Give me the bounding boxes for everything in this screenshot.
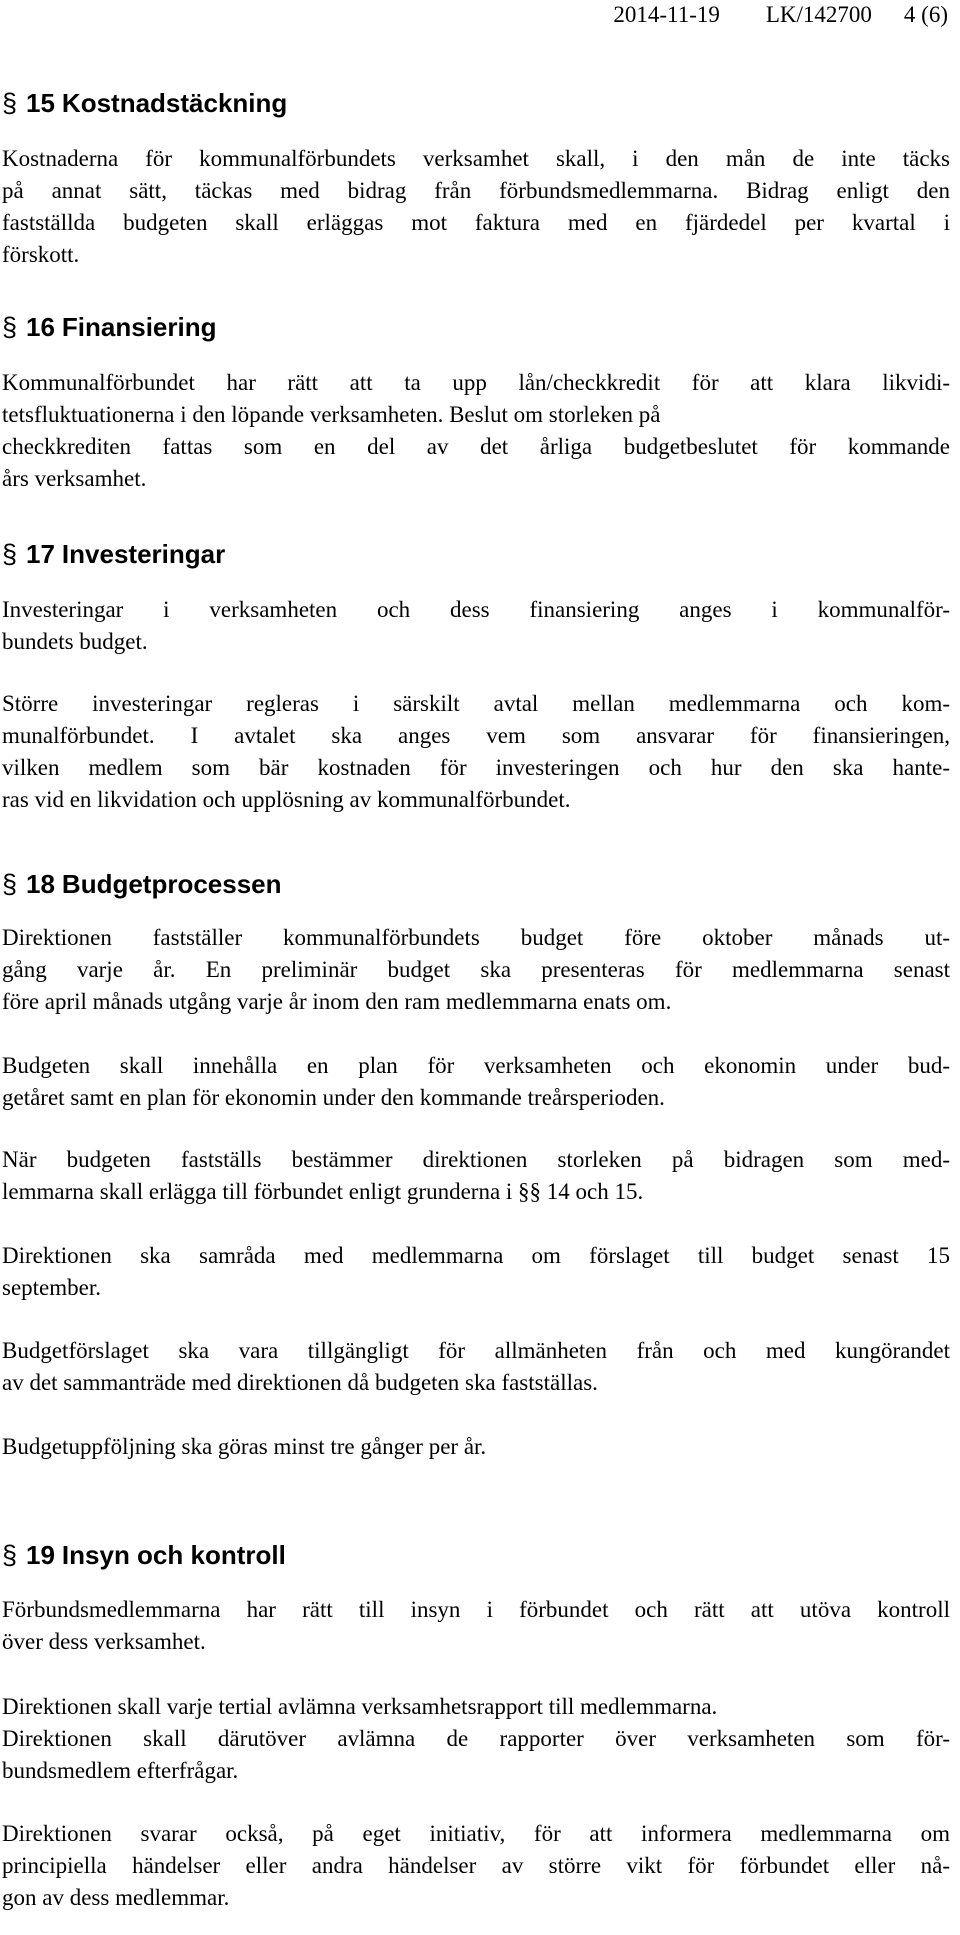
text-line: vilken medlem som bär kostnaden för investeringen och hur den ska hante-: [2, 755, 950, 780]
text-line: checkkrediten fattas som en del av det årliga budgetbeslutet för kommande: [2, 434, 950, 459]
header-reference: LK/142700: [765, 2, 872, 27]
paragraph: [2, 1335, 950, 1399]
paragraph: [2, 688, 950, 816]
paragraph: [2, 594, 950, 658]
text-line: Kommunalförbundet har rätt att ta upp lån/checkkredit för att klara likvidi-: [2, 370, 950, 395]
text-line: av det sammanträde med direktionen då budgeten ska fastställas.: [2, 1370, 598, 1395]
text-line: Direktionen fastställer kommunalförbundets budget före oktober månads ut-: [2, 925, 950, 950]
text-line: munalförbundet. I avtalet ska anges vem som ansvarar för finansieringen,: [2, 723, 950, 748]
paragraph: [2, 367, 950, 495]
text-line: Direktionen skall varje tertial avlämna verksamhetsrapport till medlemmarna.: [2, 1694, 718, 1719]
section-heading-15: [2, 87, 287, 119]
text-line: gång varje år. En preliminär budget ska presenteras för medlemmarna senast: [2, 957, 950, 982]
text-line: Större investeringar regleras i särskilt avtal mellan medlemmarna och kom-: [2, 691, 950, 716]
section-heading-16: [2, 311, 217, 343]
text-line: Budgetförslaget ska vara tillgängligt för allmänheten från och med kungörandet: [2, 1338, 950, 1363]
paragraph: [2, 1050, 950, 1114]
section-heading-18: [2, 868, 282, 900]
paragraph: [2, 1594, 950, 1658]
text-line: gon av dess medlemmar.: [2, 1885, 230, 1910]
section-number: 17: [26, 539, 55, 569]
section-title: Investeringar: [61, 539, 226, 569]
text-line: lemmarna skall erlägga till förbundet enligt grunderna i §§ 14 och 15.: [2, 1179, 644, 1204]
header-date: 2014-11-19: [613, 2, 720, 27]
section-heading-17: [2, 538, 225, 570]
section-symbol: §: [2, 539, 18, 569]
text-line: getåret samt en plan för ekonomin under den kommande treårsperioden.: [2, 1085, 665, 1110]
text-line: Budgeten skall innehålla en plan för verksamheten och ekonomin under bud-: [2, 1053, 950, 1078]
text-line: års verksamhet.: [2, 466, 147, 491]
paragraph: [2, 143, 950, 271]
section-symbol: §: [2, 312, 18, 342]
text-line: När budgeten fastställs bestämmer direktionen storleken på bidragen som med-: [2, 1147, 950, 1172]
section-heading-19: [2, 1539, 286, 1571]
page-header: [613, 0, 948, 30]
section-title: Budgetprocessen: [61, 869, 282, 899]
text-line: Kostnaderna för kommunalförbundets verksamhet skall, i den mån de inte täcks: [2, 146, 950, 171]
text-line: över dess verksamhet.: [2, 1629, 206, 1654]
text-line: tetsfluktuationerna i den löpande verksamheten. Beslut om storleken på: [2, 402, 661, 427]
text-line: Direktionen ska samråda med medlemmarna om förslaget till budget senast 15: [2, 1243, 950, 1268]
text-line: september.: [2, 1275, 101, 1300]
section-number: 19: [26, 1540, 55, 1570]
text-line: före april månads utgång varje år inom den ram medlemmarna enats om.: [2, 989, 672, 1014]
section-symbol: §: [2, 869, 18, 899]
text-line: ras vid en likvidation och upplösning av kommunalförbundet.: [2, 787, 571, 812]
header-page-number: 4 (6): [903, 2, 948, 27]
text-line: Budgetuppföljning ska göras minst tre gånger per år.: [2, 1434, 487, 1459]
text-line: Direktionen skall därutöver avlämna de rapporter över verksamheten som för-: [2, 1726, 950, 1751]
section-number: 16: [26, 312, 55, 342]
text-line: Direktionen svarar också, på eget initiativ, för att informera medlemmarna om: [2, 1821, 950, 1846]
paragraph: [2, 1691, 950, 1787]
paragraph: [2, 1818, 950, 1914]
paragraph: [2, 1240, 950, 1304]
text-line: Investeringar i verksamheten och dess finansiering anges i kommunalför-: [2, 597, 950, 622]
text-line: Förbundsmedlemmarna har rätt till insyn i förbundet och rätt att utöva kontroll: [2, 1597, 950, 1622]
section-number: 18: [26, 869, 55, 899]
section-symbol: §: [2, 88, 18, 118]
section-title: Finansiering: [61, 312, 217, 342]
text-line: fastställda budgeten skall erläggas mot faktura med en fjärdedel per kvartal i: [2, 210, 950, 235]
paragraph: [2, 922, 950, 1018]
text-line: på annat sätt, täckas med bidrag från förbundsmedlemmarna. Bidrag enligt den: [2, 178, 950, 203]
text-line: bundsmedlem efterfrågar.: [2, 1758, 239, 1783]
section-number: 15: [26, 88, 55, 118]
paragraph: [2, 1144, 950, 1208]
paragraph: [2, 1431, 950, 1463]
text-line: förskott.: [2, 242, 80, 267]
text-line: principiella händelser eller andra händelser av större vikt för förbundet eller nå-: [2, 1853, 950, 1878]
section-symbol: §: [2, 1540, 18, 1570]
section-title: Kostnadstäckning: [61, 88, 288, 118]
section-title: Insyn och kontroll: [61, 1540, 286, 1570]
text-line: bundets budget.: [2, 629, 148, 654]
